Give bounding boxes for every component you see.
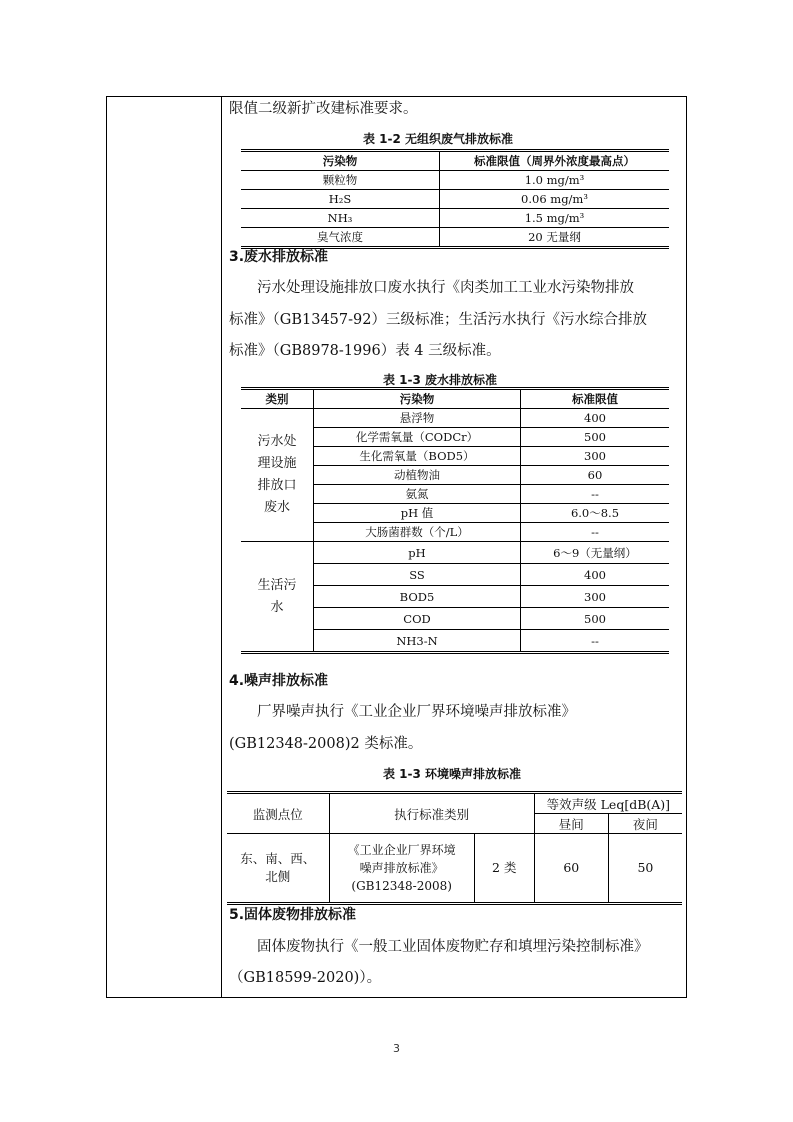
pollutant-cell: 颗粒物 bbox=[241, 171, 440, 190]
section-5-para-line1: 固体废物执行《一般工业固体废物贮存和填埋污染控制标准》 bbox=[257, 939, 649, 955]
noise-table-caption: 表 1-3 环境噪声排放标准 bbox=[383, 767, 522, 781]
limit-cell: -- bbox=[521, 630, 670, 653]
table-row bbox=[227, 834, 682, 904]
pollutant-cell: 臭气浓度 bbox=[241, 228, 440, 248]
table-header-row bbox=[241, 389, 669, 409]
pollutant-cell: SS bbox=[314, 564, 521, 586]
header-location: 监测点位 bbox=[227, 793, 329, 834]
document-frame bbox=[106, 96, 687, 998]
limit-cell: 400 bbox=[521, 564, 670, 586]
limit-cell: 300 bbox=[521, 586, 670, 608]
section-4-heading: 4.噪声排放标准 bbox=[229, 673, 329, 689]
table-row bbox=[241, 190, 669, 209]
limit-cell: 60 bbox=[521, 466, 670, 485]
table-header-row bbox=[241, 151, 669, 171]
location-cell bbox=[227, 834, 329, 904]
pollutant-cell: pH 值 bbox=[314, 504, 521, 523]
page-number: 3 bbox=[393, 1042, 400, 1055]
table-row bbox=[241, 171, 669, 190]
header-pollutant: 污染物 bbox=[241, 151, 440, 171]
table-1-2 bbox=[241, 149, 669, 249]
limit-cell: -- bbox=[521, 485, 670, 504]
header-category: 类别 bbox=[241, 389, 314, 409]
header-standard-type: 执行标准类别 bbox=[329, 793, 534, 834]
limit-cell: 500 bbox=[521, 608, 670, 630]
pollutant-cell: BOD5 bbox=[314, 586, 521, 608]
section-3-para-line2: 标准》（GB13457-92）三级标准；生活污水执行《污水综合排放 bbox=[229, 312, 647, 328]
table-1-3-caption: 表 1-3 废水排放标准 bbox=[383, 373, 498, 387]
pollutant-cell: 大肠菌群数（个/L） bbox=[314, 523, 521, 542]
pollutant-cell: 生化需氧量（BOD5） bbox=[314, 447, 521, 466]
header-night: 夜间 bbox=[608, 814, 682, 834]
table-row bbox=[241, 228, 669, 248]
location-line2: 北侧 bbox=[265, 869, 291, 884]
standard-line3: (GB12348-2008) bbox=[351, 879, 452, 893]
standard-line2: 噪声排放标准》 bbox=[359, 861, 444, 875]
pollutant-cell: 化学需氧量（CODCr） bbox=[314, 428, 521, 447]
limit-cell: 400 bbox=[521, 409, 670, 428]
table-header-row bbox=[227, 793, 682, 814]
header-pollutant: 污染物 bbox=[314, 389, 521, 409]
header-leq: 等效声级 Leq[dB(A)] bbox=[534, 793, 682, 814]
header-day: 昼间 bbox=[534, 814, 608, 834]
section-5-heading: 5.固体废物排放标准 bbox=[229, 907, 357, 923]
section-5-para-line2: （GB18599-2020)）。 bbox=[229, 970, 382, 986]
intro-line: 限值二级新扩改建标准要求。 bbox=[229, 101, 418, 117]
table-1-3 bbox=[241, 387, 669, 654]
limit-cell: 0.06 mg/m³ bbox=[440, 190, 670, 209]
pollutant-cell: 悬浮物 bbox=[314, 409, 521, 428]
category-cell: 污水处理设施排放口废水 bbox=[241, 409, 314, 542]
pollutant-cell: NH3-N bbox=[314, 630, 521, 653]
limit-cell: 500 bbox=[521, 428, 670, 447]
table-row bbox=[241, 542, 669, 564]
limit-cell: 1.0 mg/m³ bbox=[440, 171, 670, 190]
pollutant-cell: pH bbox=[314, 542, 521, 564]
header-limit: 标准限值（周界外浓度最高点） bbox=[440, 151, 670, 171]
pollutant-cell: COD bbox=[314, 608, 521, 630]
pollutant-cell: NH₃ bbox=[241, 209, 440, 228]
table-row bbox=[241, 209, 669, 228]
pollutant-cell: H₂S bbox=[241, 190, 440, 209]
night-value-cell: 50 bbox=[608, 834, 682, 904]
limit-cell: 300 bbox=[521, 447, 670, 466]
category-cell: 生活污水 bbox=[241, 542, 314, 653]
table-1-2-caption: 表 1-2 无组织废气排放标准 bbox=[363, 132, 514, 146]
content-column bbox=[223, 97, 686, 997]
standard-line1: 《工业企业厂界环境 bbox=[347, 843, 456, 857]
noise-standard-table bbox=[227, 791, 682, 905]
section-3-para-line3: 标准》（GB8978-1996）表 4 三级标准。 bbox=[229, 343, 501, 359]
limit-cell: -- bbox=[521, 523, 670, 542]
day-value-cell: 60 bbox=[534, 834, 608, 904]
pollutant-cell: 氨氮 bbox=[314, 485, 521, 504]
header-limit: 标准限值 bbox=[521, 389, 670, 409]
left-label-column bbox=[107, 97, 222, 997]
limit-cell: 1.5 mg/m³ bbox=[440, 209, 670, 228]
location-line1: 东、南、西、 bbox=[240, 851, 316, 866]
section-4-para-line1: 厂界噪声执行《工业企业厂界环境噪声排放标准》 bbox=[257, 704, 576, 720]
section-3-para-line1: 污水处理设施排放口废水执行《肉类加工工业水污染物排放 bbox=[257, 280, 634, 296]
pollutant-cell: 动植物油 bbox=[314, 466, 521, 485]
section-4-para-line2: (GB12348-2008)2 类标准。 bbox=[229, 736, 423, 752]
section-3-heading: 3.废水排放标准 bbox=[229, 249, 329, 265]
limit-cell: 6～9（无量纲） bbox=[521, 542, 670, 564]
limit-cell: 20 无量纲 bbox=[440, 228, 670, 248]
limit-cell: 6.0～8.5 bbox=[521, 504, 670, 523]
table-row bbox=[241, 409, 669, 428]
class-cell: 2 类 bbox=[474, 834, 534, 904]
standard-cell bbox=[329, 834, 474, 904]
